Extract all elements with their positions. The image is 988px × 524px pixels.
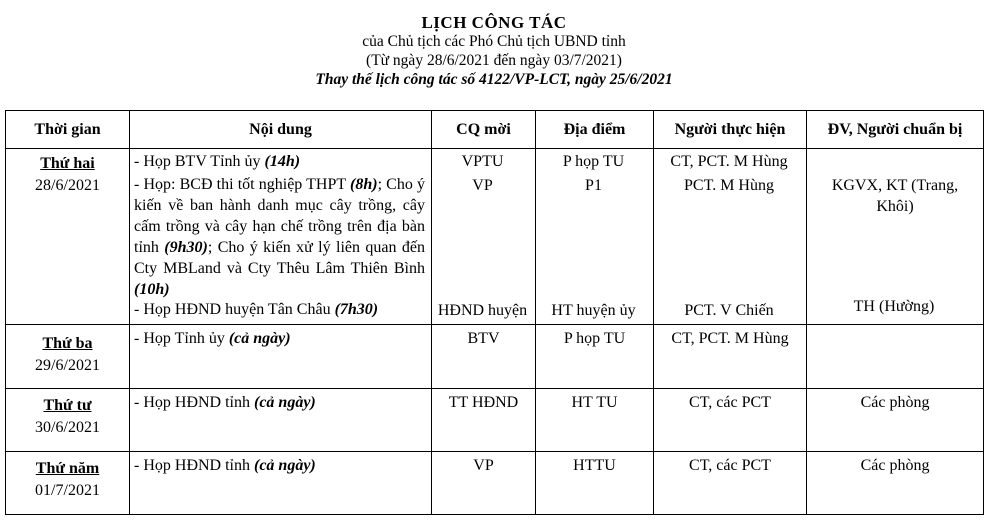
col-header-place: Địa điểm [536,111,654,149]
prep-cell: Các phòng [807,452,984,515]
executor-cell: CT, các PCT [654,452,807,515]
col-header-executor: Người thực hiện [654,111,807,149]
date-range: (Từ ngày 28/6/2021 đến ngày 03/7/2021) [366,52,622,69]
prep-cell: Các phòng [807,389,984,452]
executor-cell: CT, PCT. M Hùng PCT. M Hùng PCT. V Chiến [654,149,807,325]
place-cell: HTTU [536,452,654,515]
list-item: - Họp BTV Tỉnh ủy (14h) [134,153,301,170]
col-header-prep: ĐV, Người chuẩn bị [807,111,984,149]
day-date: 28/6/2021 [35,177,100,194]
day-name: Thứ hai [40,155,95,172]
day-cell [6,149,130,325]
day-cell [6,389,130,452]
inviter-cell: VPTU VP HĐND huyện [432,149,536,325]
content-cell: - Họp Tỉnh ủy (cả ngày) [130,325,432,389]
day-name: Thứ năm [35,460,100,477]
executor-cell: CT, PCT. M Hùng [654,325,807,389]
day-date: 30/6/2021 [35,419,100,436]
place-cell: HT TU [536,389,654,452]
day-name: Thứ ba [42,335,93,352]
table-row [6,149,984,325]
content-cell: - Họp HĐND tỉnh (cả ngày) [130,452,432,515]
prep-cell: KGVX, KT (Trang, Khôi) TH (Hường) [807,149,984,325]
day-cell [6,325,130,389]
col-header-inviter: CQ mời [432,111,536,149]
document-title: LỊCH CÔNG TÁC [421,13,567,32]
schedule-table [5,110,984,515]
table-row [6,325,984,389]
day-name: Thứ tư [43,397,92,414]
inviter-cell: TT HĐND [432,389,536,452]
executor-cell: CT, các PCT [654,389,807,452]
table-row [6,389,984,452]
day-cell [6,452,130,515]
place-cell: P họp TU [536,325,654,389]
inviter-cell: VP [432,452,536,515]
list-item: - Họp HĐND huyện Tân Châu (7h30) [134,301,379,318]
replacement-note: Thay thế lịch công tác số 4122/VP-LCT, ngày 25/6/2021 [315,71,673,88]
col-header-time: Thời gian [6,111,130,149]
document-subtitle: của Chủ tịch các Phó Chủ tịch UBND tỉnh [362,33,626,50]
content-cell: - Họp HĐND tỉnh (cả ngày) [130,389,432,452]
table-row [6,452,984,515]
content-cell [130,149,432,325]
day-date: 01/7/2021 [35,482,100,499]
day-date: 29/6/2021 [35,357,100,374]
inviter-cell: BTV [432,325,536,389]
place-cell: P họp TU P1 HT huyện ủy [536,149,654,325]
prep-cell [807,325,984,389]
table-header-row [6,111,984,149]
list-item: - Họp: BCĐ thi tốt nghiệp THPT (8h); Cho ý kiến về ban hành danh mục cây trồng, cây cấm trồng và cây hạn chế trồng trên địa bàn tỉnh (9h30); Cho ý kiến xử lý liên quan đến Cty MBLand và Cty Thêu Lâm Thiên Bình (10h) [134,176,426,298]
col-header-content: Nội dung [130,111,432,149]
